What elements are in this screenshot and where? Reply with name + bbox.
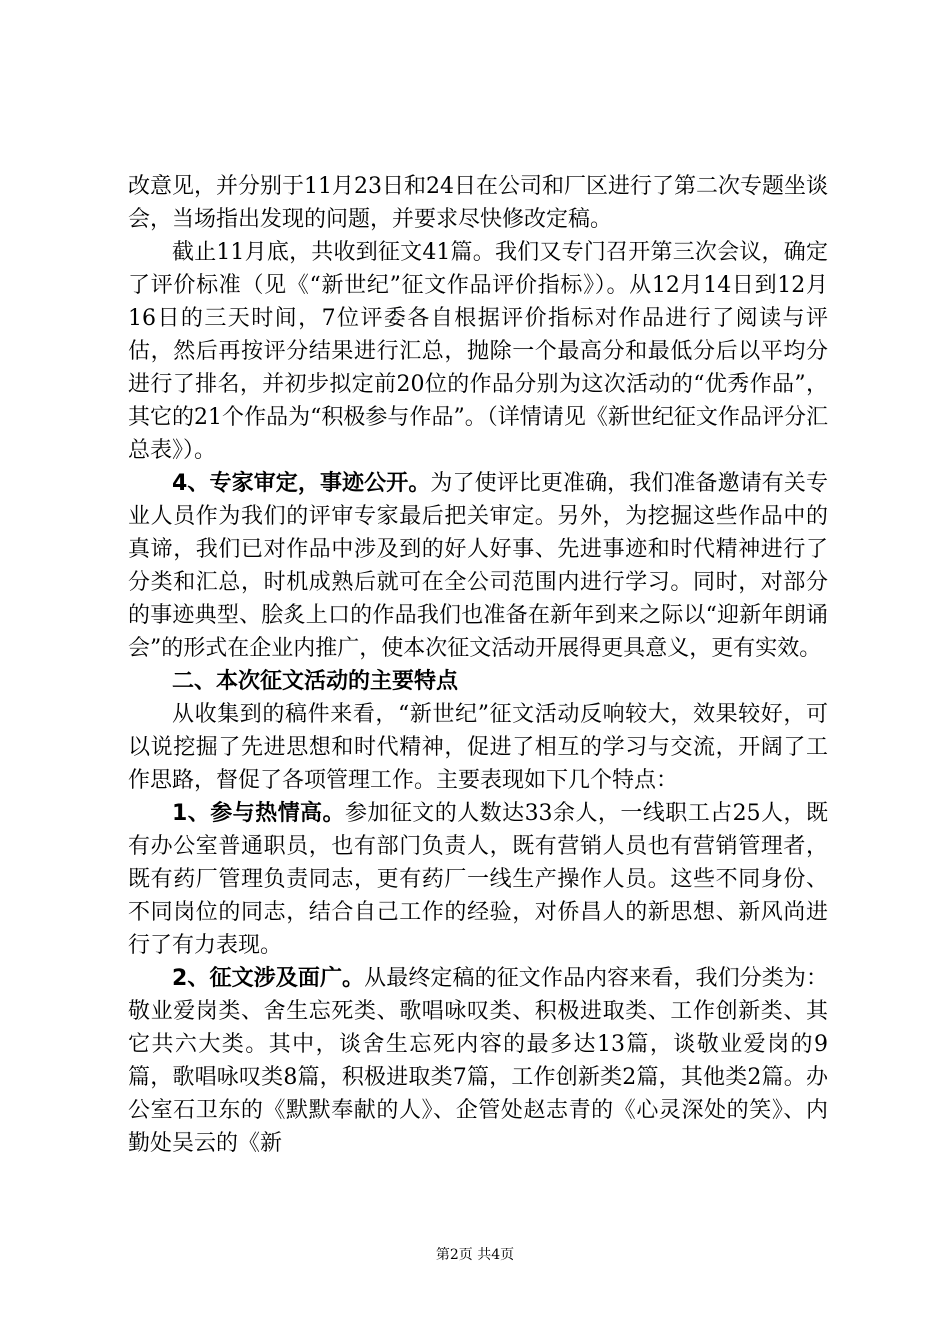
paragraph-7-lead: 2、征文涉及面广。 <box>172 966 365 991</box>
paragraph-3 <box>128 467 828 665</box>
paragraph-3-lead: 4、专家审定，事迹公开。 <box>172 471 431 496</box>
paragraph-1 <box>128 170 828 236</box>
page-footer <box>0 1245 950 1265</box>
paragraph-5-text: 从收集到的稿件来看，“新世纪”征文活动反响较大，效果较好，可以说挖掘了先进思想和时代精神，促进了相互的学习与交流，开阔了工作思路，督促了各项管理工作。主要表现如下几个特点： <box>128 702 828 793</box>
section-heading-text: 二、本次征文活动的主要特点 <box>172 669 459 694</box>
paragraph-2 <box>128 236 828 467</box>
section-heading <box>128 665 828 698</box>
paragraph-6-lead: 1、参与热情高。 <box>172 801 345 826</box>
document-body <box>128 170 828 1160</box>
paragraph-6 <box>128 797 828 962</box>
paragraph-3-text: 为了使评比更准确，我们准备邀请有关专业人员作为我们的评审专家最后把关审定。另外，为挖掘这些作品中的真谛，我们已对作品中涉及到的好人好事、先进事迹和时代精神进行了分类和汇总，时机成熟后就可在全公司范围内进行学习。同时，对部分的事迹典型、脍炙上口的作品我们也准备在新年到来之际以“迎新年朗诵会”的形式在企业内推广，使本次征文活动开展得更具意义，更有实效。 <box>128 471 828 661</box>
paragraph-7 <box>128 962 828 1160</box>
paragraph-6-text: 参加征文的人数达33余人，一线职工占25人，既有办公室普通职员，也有部门负责人，既有营销人员也有营销管理者，既有药厂管理负责同志，更有药厂一线生产操作人员。这些不同身份、不同岗位的同志，结合自己工作的经验，对侨昌人的新思想、新风尚进行了有力表现。 <box>128 801 828 958</box>
paragraph-7-text: 从最终定稿的征文作品内容来看，我们分类为：敬业爱岗类、舍生忘死类、歌唱咏叹类、积极进取类、工作创新类、其它共六大类。其中，谈舍生忘死内容的最多达13篇，谈敬业爱岗的9篇，歌唱咏叹类8篇，积极进取类7篇，工作创新类2篇，其他类2篇。办公室石卫东的《默默奉献的人》、企管处赵志青的《心灵深处的笑》、内勤处吴云的《新 <box>128 966 828 1156</box>
paragraph-1-text: 改意见，并分别于11月23日和24日在公司和厂区进行了第二次专题坐谈会，当场指出发现的问题，并要求尽快修改定稿。 <box>128 174 828 232</box>
page-number-label: 第2页 共4页 <box>435 1247 515 1263</box>
paragraph-5 <box>128 698 828 797</box>
paragraph-2-text: 截止11月底，共收到征文41篇。我们又专门召开第三次会议，确定了评价标准（见《“新世纪”征文作品评价指标》）。从12月14日到12月16日的三天时间，7位评委各自根据评价指标对作品进行了阅读与评估，然后再按评分结果进行汇总，抛除一个最高分和最低分后以平均分进行了排名，并初步拟定前20位的作品分别为这次活动的“优秀作品”，其它的21个作品为“积极参与作品”。（详情请见《新世纪征文作品评分汇总表》）。 <box>128 240 828 463</box>
